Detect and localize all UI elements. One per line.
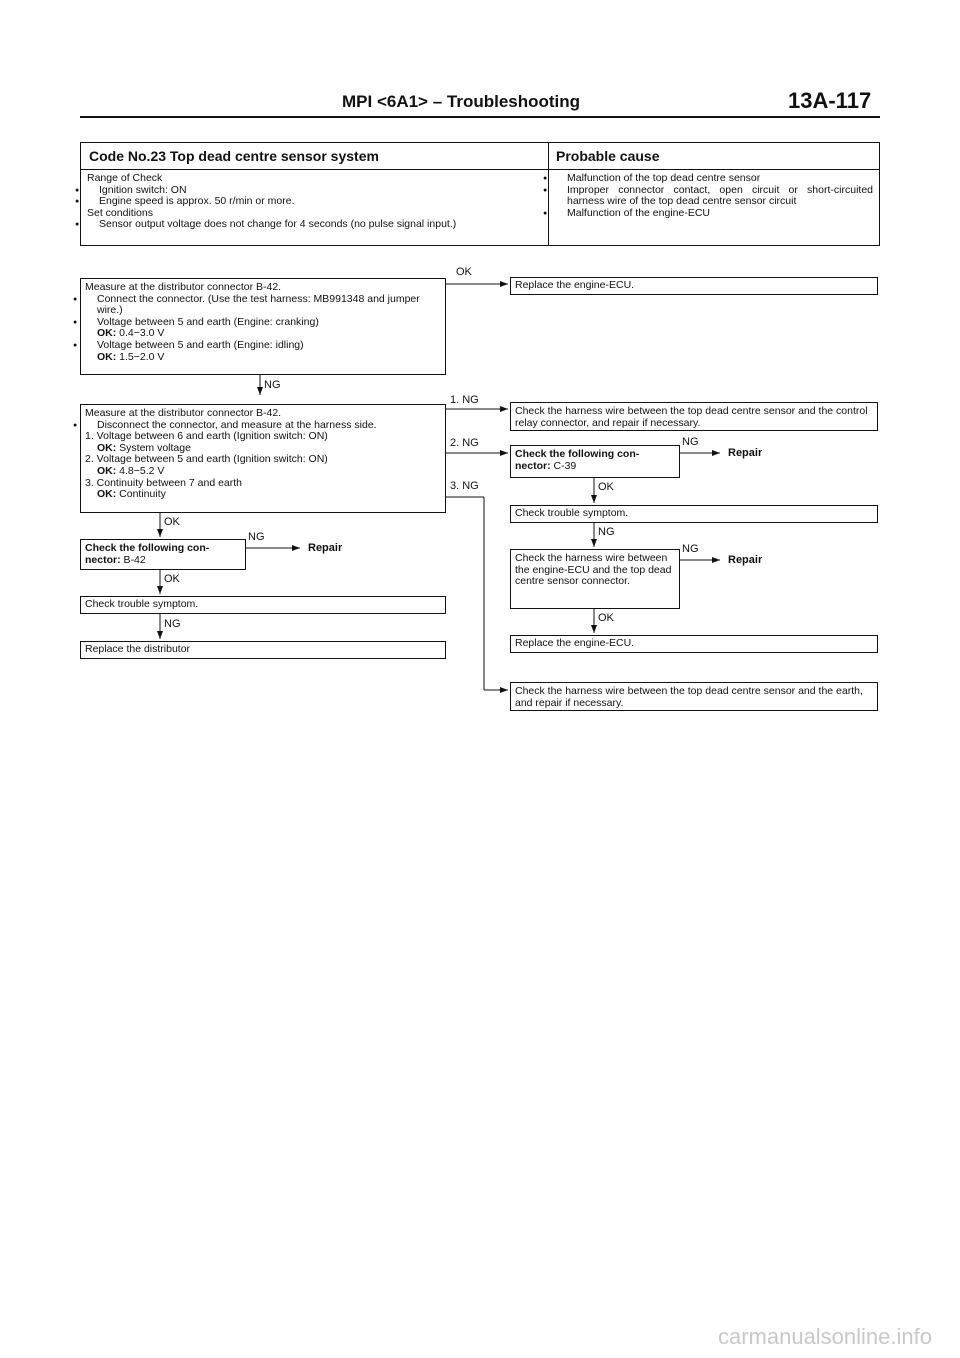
set-label: Set conditions <box>87 206 153 219</box>
ng2-label: 2. NG <box>450 437 479 449</box>
trouble-ng-label: NG <box>164 618 181 630</box>
b42-ok-label: OK <box>164 573 180 585</box>
b42-ng-label: NG <box>248 531 265 543</box>
step1-bullet-2: ● Voltage between 5 and earth (Engine: cranking) <box>85 317 441 329</box>
step1-ng-label: NG <box>264 379 281 391</box>
page-number: 13A-117 <box>788 88 872 113</box>
ng2-trouble-ng-label: NG <box>598 526 615 538</box>
probable-cause-title: Probable cause <box>556 148 660 164</box>
step1-title: Measure at the distributor connector B-42. <box>85 281 282 293</box>
b42-connector-label: Check the following con- nector: <box>85 542 210 566</box>
ng2-trouble-symptom-box: Check trouble symptom. <box>510 505 878 523</box>
step2-ok-1: OK: System voltage <box>97 441 191 454</box>
step1-ok-2: OK: 1.5−2.0 V <box>97 350 165 363</box>
step2-item-3: 3. Continuity between 7 and earth <box>85 476 243 489</box>
cause-item-3: ● Malfunction of the engine-ECU <box>555 208 873 220</box>
replace-distributor-box: Replace the distributor <box>80 641 446 659</box>
step2-item-2: 2. Voltage between 5 and earth (Ignition switch: ON) <box>85 453 328 466</box>
range-label: Range of Check <box>87 172 163 184</box>
b42-repair-label: Repair <box>308 542 343 554</box>
set-item-1: ● Sensor output voltage does not change for 4 seconds (no pulse signal input.) <box>87 219 542 231</box>
cause-item-2: ● Improper connector contact, open circuit or short-circuited harness wire of the top dead centre sensor circuit <box>555 185 873 208</box>
ng1-harness-check-box: Check the harness wire between the top dead centre sensor and the control relay connector, and repair if necessary. <box>510 402 878 431</box>
ng2-harness-ng-label: NG <box>682 543 699 555</box>
step1-measure-box <box>80 278 446 375</box>
ng2-connector-label: Check the following con- nector: <box>515 448 640 472</box>
range-item-2: ● Engine speed is approx. 50 r/min or more. <box>87 196 542 208</box>
step2-ok-2: OK: 4.8−5.2 V <box>97 464 165 477</box>
ng2-connector-box <box>510 445 680 478</box>
trouble-symptom-box: Check trouble symptom. <box>80 596 446 614</box>
step2-title: Measure at the distributor connector B-42. <box>85 407 282 419</box>
range-item-1: ● Ignition switch: ON <box>87 185 542 197</box>
watermark: carmanualsonline.info <box>717 1324 932 1349</box>
step2-bullet-1: ● Disconnect the connector, and measure at the harness side. <box>85 420 441 432</box>
ng2-repair-label: Repair <box>728 447 763 459</box>
step2-ok-3: OK: Continuity <box>97 488 166 501</box>
code-title: Code No.23 Top dead centre sensor system <box>89 148 379 164</box>
ng3-harness-earth-box: Check the harness wire between the top dead centre sensor and the earth, and repair if necessary. <box>510 682 878 711</box>
ng2-harness-ok-label: OK <box>598 612 614 624</box>
ng2-harness-box: Check the harness wire between the engine-ECU and the top dead centre sensor connector. <box>510 549 680 609</box>
step1-ok-label: OK <box>456 266 472 278</box>
step2-measure-box <box>80 404 446 513</box>
ng2-ok-label: OK <box>598 481 614 493</box>
b42-connector-id: B-42 <box>123 553 146 566</box>
step1-bullet-1: ● Connect the connector. (Use the test harness: MB991348 and jumper wire.) <box>85 294 441 317</box>
step1-ok-1: OK: 0.4−3.0 V <box>97 327 165 340</box>
step2-item-1: 1. Voltage between 6 and earth (Ignition switch: ON) <box>85 430 328 443</box>
step2-ok-label: OK <box>164 516 180 528</box>
ng1-label: 1. NG <box>450 394 479 406</box>
page-header-title: MPI <6A1> – Troubleshooting <box>342 92 581 111</box>
ng3-label: 3. NG <box>450 480 479 492</box>
replace-ecu-box-2: Replace the engine-ECU. <box>510 635 878 653</box>
cause-item-1: ● Malfunction of the top dead centre sensor <box>555 173 873 185</box>
replace-ecu-box-1: Replace the engine-ECU. <box>510 277 878 295</box>
step1-bullet-3: ● Voltage between 5 and earth (Engine: idling) <box>85 340 441 352</box>
ng2-ng-label: NG <box>682 436 699 448</box>
ng2-connector-id: C-39 <box>553 459 577 472</box>
b42-connector-box <box>80 539 246 570</box>
ng2-harness-repair-label: Repair <box>728 554 763 566</box>
